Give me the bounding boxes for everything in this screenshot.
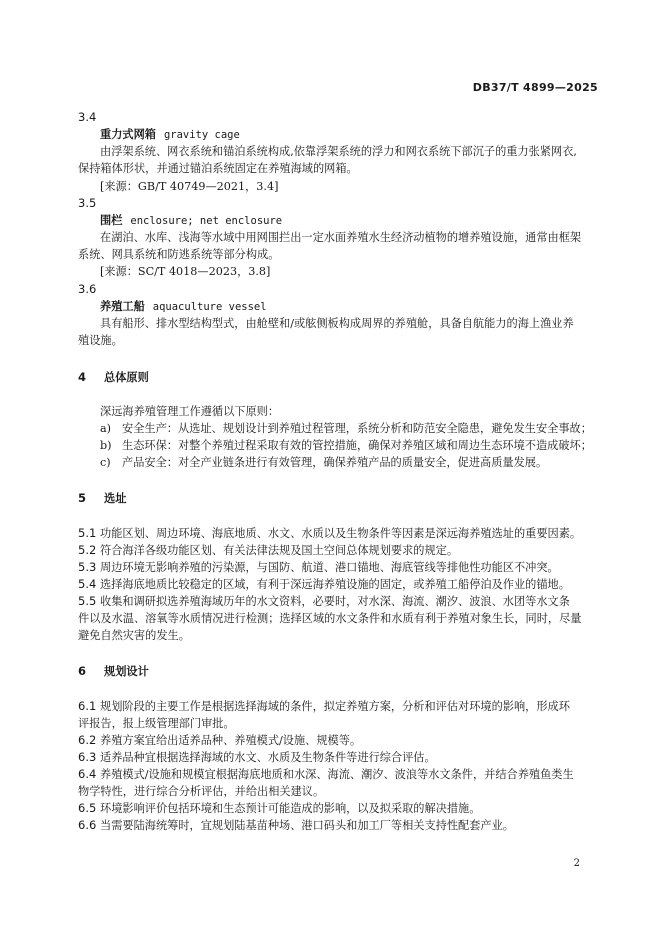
term-definition-line: 保持箱体形状，并通过锚泊系统固定在养殖海域的网箱。	[78, 162, 358, 175]
list-text: 产品安全：对全产业链条进行有效管理，确保养殖产品的质量安全，促进高质量发展。	[122, 456, 548, 469]
list-item	[100, 455, 547, 470]
term-cn: 围栏	[100, 214, 123, 227]
term-en: gravity cage	[163, 129, 240, 141]
section-heading	[78, 664, 149, 679]
section-intro: 深远海养殖管理工作遵循以下原则：	[100, 405, 280, 418]
section-heading	[78, 370, 149, 385]
clause	[78, 560, 559, 575]
clause-continuation: 件以及水温、溶氧等水质情况进行检测；选择区域的水文条件和水质有利于养殖对象生长，同时，尽量	[78, 612, 582, 625]
section-title: 选址	[104, 492, 127, 505]
term-definition-line: 具有船形、排水型结构型式，由舱壁和/或舷侧板构成周界的养殖舱，具备自航能力的海上渔业养	[100, 317, 574, 330]
clause-text: 养殖方案宜给出适养品种、养殖模式/设施、规模等。	[100, 734, 362, 747]
term-definition-line: 系统、网具系统和防逃系统等部分构成。	[78, 248, 280, 261]
term-number: 3.6	[78, 282, 97, 296]
clause-text: 养殖模式/设施和规模宜根据海底地质和水深、海流、潮汐、波浪等水文条件，并结合养殖鱼类生	[100, 768, 574, 781]
term-definition-line: 殖设施。	[78, 334, 123, 347]
clause-continuation: 物学特性，进行综合分析评估，并给出相关建议。	[78, 785, 325, 798]
clause-number: 6.2	[78, 733, 97, 747]
clause-text: 收集和调研拟选养殖海域历年的水文资料，必要时，对水深、海流、潮汐、波浪、水团等水文条	[100, 595, 570, 608]
section-number: 6	[78, 664, 87, 678]
clause-number: 6.4	[78, 767, 97, 781]
list-letter: c)	[100, 456, 111, 469]
list-letter: b)	[100, 439, 112, 452]
term-cn: 重力式网箱	[100, 128, 156, 141]
section-number: 4	[78, 370, 87, 384]
clause	[78, 767, 574, 782]
clause-number: 6.1	[78, 699, 97, 713]
term-title	[100, 213, 282, 229]
clause-number: 5.3	[78, 560, 97, 574]
list-text: 生态环保：对整个养殖过程采取有效的管控措施，确保对养殖区域和周边生态环境不造成破坏；	[122, 439, 592, 452]
term-number: 3.4	[78, 110, 97, 124]
list-text: 安全生产：从选址、规划设计到养殖过程管理，系统分析和防范安全隐患，避免发生安全事故；	[122, 422, 592, 435]
clause-text: 符合海洋各级功能区划、有关法律法规及国土空间总体规划要求的规定。	[100, 544, 459, 557]
clause-number: 5.2	[78, 543, 97, 557]
term-title	[100, 127, 240, 143]
term-definition-line: 在湖泊、水库、浅海等水域中用网围拦出一定水面养殖水生经济动植物的增养殖设施，通常由框架	[100, 231, 582, 244]
clause-text: 规划阶段的主要工作是根据选择海域的条件，拟定养殖方案，分析和评估对环境的影响，形成环	[100, 700, 570, 713]
clause-text: 选择海底地质比较稳定的区域，有利于深远海养殖设施的固定，或养殖工船停泊及作业的锚地。	[100, 578, 570, 591]
clause-text: 环境影响评价包括环境和生态预计可能造成的影响，以及拟采取的解决措施。	[100, 802, 481, 815]
term-en: aquaculture vessel	[152, 301, 267, 313]
clause-continuation: 避免自然灾害的发生。	[78, 629, 190, 642]
clause	[78, 801, 480, 816]
list-letter: a)	[100, 422, 112, 435]
term-number: 3.5	[78, 196, 97, 210]
clause-number: 5.5	[78, 594, 97, 608]
clause-number: 6.3	[78, 750, 97, 764]
list-item	[100, 421, 592, 436]
clause	[78, 577, 570, 592]
section-title: 规划设计	[104, 665, 149, 678]
page-number: 2	[573, 858, 580, 869]
clause-text: 适养品种宜根据选择海域的水文、水质及生物条件等进行综合评估。	[100, 751, 436, 764]
term-source: [来源：SC/T 4018—2023，3.8]	[100, 265, 271, 278]
clause	[78, 818, 514, 833]
clause-number: 6.5	[78, 801, 97, 815]
clause-number: 5.1	[78, 526, 97, 540]
clause	[78, 733, 361, 748]
section-number: 5	[78, 491, 87, 505]
term-title	[100, 299, 267, 315]
term-source: [来源：GB/T 40749—2021，3.4]	[100, 180, 279, 193]
clause-text: 当需要陆海统筹时，宜规划陆基苗种场、港口码头和加工厂等相关支持性配套产业。	[100, 819, 514, 832]
section-title: 总体原则	[104, 371, 149, 384]
clause	[78, 594, 570, 609]
term-definition-line: 由浮架系统、网衣系统和锚泊系统构成,依靠浮架系统的浮力和网衣系统下部沉子的重力张紧网衣,	[100, 145, 577, 158]
clause-number: 6.6	[78, 818, 97, 832]
clause-number: 5.4	[78, 577, 97, 591]
list-item	[100, 438, 592, 453]
term-en: enclosure; net enclosure	[130, 215, 283, 227]
clause	[78, 750, 436, 765]
clause-text: 功能区划、周边环境、海底地质、水文、水质以及生物条件等因素是深远海养殖选址的重要因素。	[100, 527, 582, 540]
section-heading	[78, 491, 126, 506]
clause	[78, 699, 570, 714]
clause	[78, 526, 581, 541]
clause-text: 周边环境无影响养殖的污染源，与国防、航道、港口锚地、海底管线等排他性功能区不冲突。	[100, 561, 559, 574]
clause-continuation: 评报告，报上级管理部门审批。	[78, 717, 235, 730]
term-cn: 养殖工船	[100, 300, 145, 313]
clause	[78, 543, 458, 558]
document-code: DB37/T 4899—2025	[472, 81, 598, 94]
